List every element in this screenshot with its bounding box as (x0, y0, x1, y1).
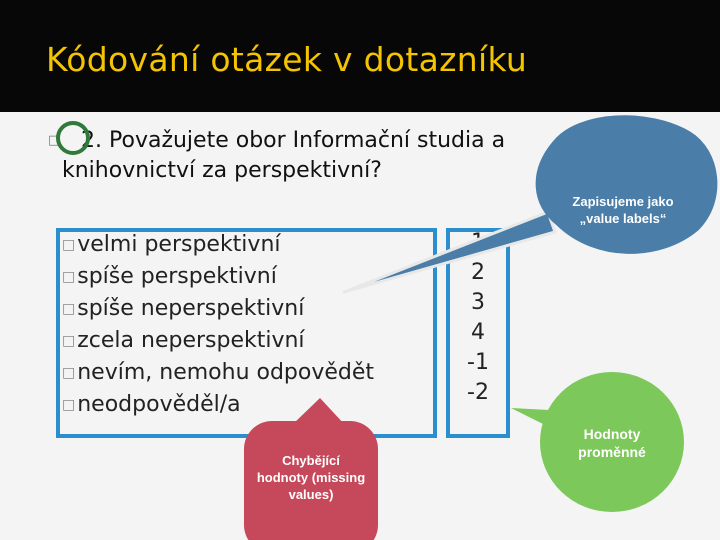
option-value: 4 (471, 320, 485, 345)
missing-values-callout-text: Chybějící hodnoty (missing values) (256, 453, 366, 502)
option-label: nevím, nemohu odpovědět (77, 360, 375, 385)
option-label: velmi perspektivní (77, 232, 281, 257)
option-label: spíše perspektivní (77, 264, 277, 289)
checkbox-icon: □ (62, 301, 76, 317)
checkbox-icon: □ (62, 269, 76, 285)
option-value: -2 (467, 380, 489, 405)
option-value: 2 (471, 260, 485, 285)
question-number: 2. (81, 128, 102, 153)
checkbox-icon: □ (62, 397, 76, 413)
option-label: spíše neperspektivní (77, 296, 305, 321)
question-bullet: □ (48, 133, 61, 148)
slide-title: Kódování otázek v dotazníku (46, 40, 528, 79)
option-label: zcela neperspektivní (77, 328, 305, 353)
checkbox-icon: □ (62, 365, 76, 381)
value-labels-callout-text: Zapisujeme jako „value labels“ (572, 194, 674, 226)
variable-values-callout-text: Hodnoty proměnné (578, 426, 646, 460)
option-value: 3 (471, 290, 485, 315)
question-body: Považujete obor Informační studia a knihovnictví za perspektivní? (62, 128, 506, 183)
option-label: neodpověděl/a (77, 392, 241, 417)
checkbox-icon: □ (62, 333, 76, 349)
checkbox-icon: □ (62, 237, 76, 253)
option-value: -1 (467, 350, 489, 375)
